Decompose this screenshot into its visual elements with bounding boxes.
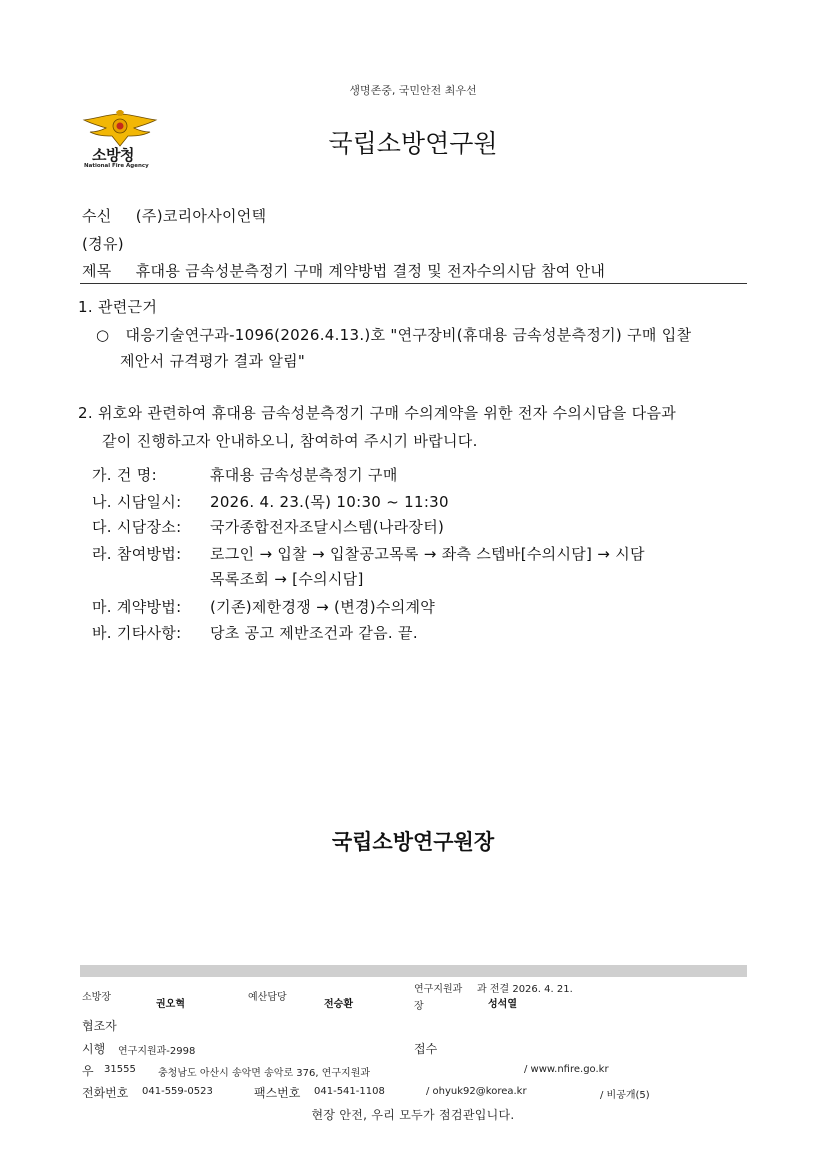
item1-line2: 제안서 규격평가 결과 알림"	[120, 352, 306, 370]
detail-value: 당초 공고 제반조건과 같음. 끝.	[210, 624, 418, 642]
phone-number: 041-559-0523	[142, 1086, 213, 1097]
recipient-label: 수신	[82, 207, 112, 225]
postal-label: 우	[82, 1064, 94, 1078]
item2-line1: 2. 위호와 관련하여 휴대용 금속성분측정기 구매 수의계약을 위한 전자 수의시담을 다음과	[78, 404, 677, 422]
logo-subtext: National Fire Agency	[84, 163, 149, 169]
bullet-icon: ○	[96, 326, 110, 344]
approval-name-2: 전승환	[324, 999, 353, 1010]
approval-role-2: 예산담당	[248, 992, 287, 1003]
approval-name-3: 성석열	[488, 999, 517, 1010]
detail-subject	[92, 464, 398, 485]
detail-label: 나. 시담일시:	[92, 493, 182, 511]
approval-role-3: 연구지원과	[414, 984, 463, 995]
approval-role-1: 소방장	[82, 992, 111, 1003]
detail-place	[92, 516, 444, 537]
recipient-value: (주)코리아사이언텍	[135, 207, 267, 225]
subject-label: 제목	[82, 262, 112, 280]
detail-contract	[92, 596, 435, 617]
detail-value: (기존)제한경쟁 → (변경)수의계약	[210, 598, 436, 616]
item1-line1	[96, 324, 691, 345]
enforce-label: 시행	[82, 1042, 106, 1056]
detail-label: 마. 계약방법:	[92, 598, 182, 616]
signer-title: 국립소방연구원장	[331, 830, 495, 854]
detail-label: 가. 건 명:	[92, 466, 157, 484]
cooperator-label: 협조자	[82, 1019, 117, 1033]
subject-divider	[80, 283, 747, 284]
detail-datetime	[92, 491, 449, 512]
detail-value: 로그인 → 입찰 → 입찰공고목록 → 좌측 스텝바[수의시담] → 시담	[210, 545, 645, 563]
detail-etc	[92, 622, 418, 643]
receive-label: 접수	[414, 1042, 438, 1056]
detail-value: 2026. 4. 23.(목) 10:30 ~ 11:30	[210, 493, 449, 511]
slogan: 생명존중, 국민안전 최우선	[349, 84, 477, 97]
detail-value: 국가종합전자조달시스템(나라장터)	[210, 518, 445, 536]
subject-value: 휴대용 금속성분측정기 구매 계약방법 결정 및 전자수의시담 참여 안내	[135, 262, 606, 280]
org-title: 국립소방연구원	[328, 129, 498, 158]
detail-label: 다. 시담장소:	[92, 518, 182, 536]
fax-number: 041-541-1108	[314, 1086, 385, 1097]
approval-role-3-cont: 장	[414, 1001, 424, 1012]
footer-motto: 현장 안전, 우리 모두가 점검관입니다.	[311, 1108, 515, 1122]
address: 충청남도 아산시 송악면 송악로 376, 연구지원과	[158, 1068, 371, 1079]
subject-row	[82, 260, 605, 281]
item1-title: 1. 관련근거	[78, 298, 158, 316]
item1-text: 대응기술연구과-1096(2026.4.13.)호 "연구장비(휴대용 금속성분측정기) 구매 입찰	[125, 326, 692, 344]
email-link[interactable]: / ohyuk92@korea.kr	[426, 1086, 527, 1097]
detail-method	[92, 543, 645, 564]
enforce-number: 연구지원과-2998	[118, 1046, 196, 1057]
item2-line2: 같이 진행하고자 안내하오니, 참여하여 주시기 바랍니다.	[102, 432, 478, 450]
detail-value: 휴대용 금속성분측정기 구매	[210, 466, 398, 484]
disclosure-status: / 비공개(5)	[600, 1090, 650, 1101]
approval-decision: 과 전결 2026. 4. 21.	[477, 984, 573, 995]
detail-value: 목록조회 → [수의시담]	[210, 570, 364, 588]
approval-name-1: 권오혁	[156, 999, 185, 1010]
phone-label: 전화번호	[82, 1086, 129, 1100]
detail-label: 바. 기타사항:	[92, 624, 182, 642]
approval-bar	[80, 965, 747, 977]
fax-label: 팩스번호	[254, 1086, 301, 1100]
detail-label: 라. 참여방법:	[92, 545, 182, 563]
logo-text: 소방청	[92, 146, 134, 164]
recipient-row	[82, 205, 266, 226]
postal-code: 31555	[104, 1064, 136, 1075]
website-link[interactable]: / www.nfire.go.kr	[524, 1064, 609, 1075]
via-row: (경유)	[82, 235, 124, 253]
detail-method-cont	[92, 568, 364, 589]
